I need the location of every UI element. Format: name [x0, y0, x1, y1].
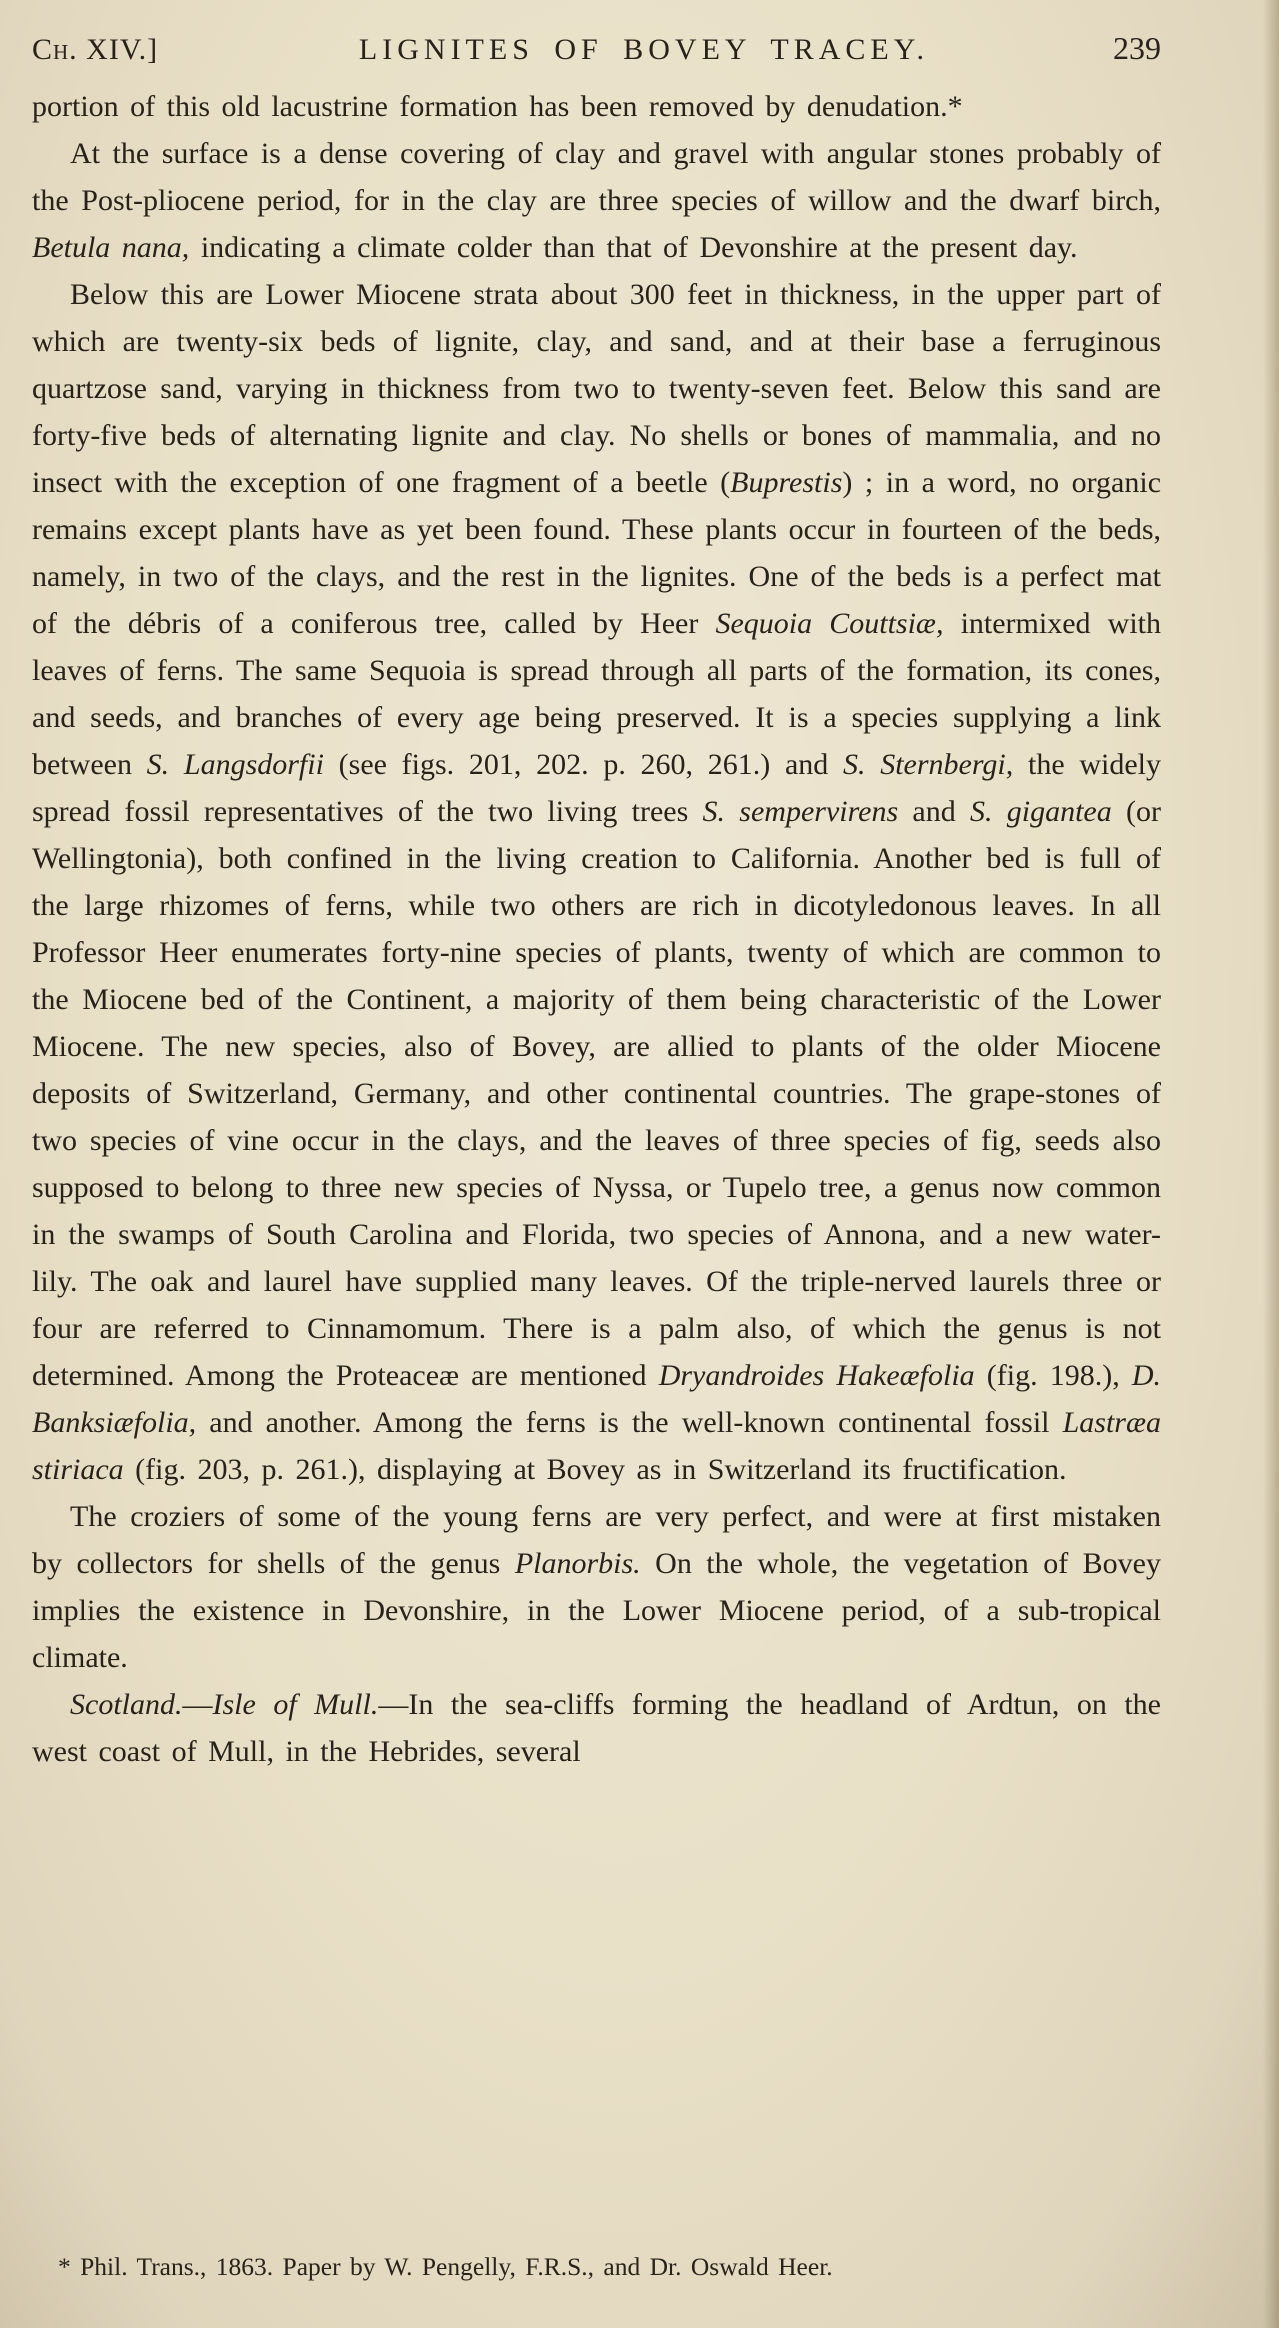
italic-text-run: S. Sternbergi, [843, 748, 1014, 781]
footnote-text: * Phil. Trans., 1863. Paper by W. Pengelly, F.R.S., and Dr. Oswald Heer. [58, 2252, 833, 2281]
text-run: At the surface is a dense covering of clay and gravel with angular stones probably of the Post-pliocene period, for in the clay are three species of willow and the dwarf birch, [32, 137, 1161, 217]
italic-text-run: Isle of Mull. [212, 1688, 379, 1721]
text-run: (fig. 198.), [974, 1359, 1132, 1392]
paragraph [32, 271, 1161, 1493]
text-run: the widely spread fossil representatives of the two living trees [32, 748, 1161, 828]
text-run: intermixed with leaves of ferns. The same Sequoia is spread through all parts of the formation, its cones, and seeds, and branches of every age being preserved. It is a species supplying a link between [32, 607, 1161, 781]
body-text [32, 83, 1161, 1775]
paragraph [32, 1681, 1161, 1775]
text-run: (or Wellingtonia), both confined in the living creation to California. Another bed is full of the large rhizomes of ferns, while two others are rich in dicotyledonous leaves. In all Professor Heer enumerates forty-nine species of plants, twenty of which are common to the Miocene bed of the Continent, a majority of them being characteristic of the Lower Miocene. The new species, also of Bovey, are allied to plants of the older Miocene deposits of Switzerland, Germany, and other continental countries. The grape-stones of two species of vine occur in the clays, and the leaves of three species of fig, seeds also supposed to belong to three new species of Nyssa, or Tupelo tree, a genus now common in the swamps of South Carolina and Florida, two species of Annona, and a new water-lily. The oak and laurel have supplied many leaves. Of the triple-nerved laurels three or four are referred to Cinnamomum. There is a palm also, of which the genus is not determined. Among the Proteaceæ are mentioned [32, 795, 1161, 1392]
italic-text-run: Lastræa stiriaca [32, 1406, 1161, 1486]
text-run: —In the sea-cliffs forming the headland of Ardtun, on the west coast of Mull, in the Hebrides, several [32, 1688, 1161, 1768]
text-run: ) ; in a word, no organic remains except plants have as yet been found. These plants occur in fourteen of the beds, namely, in two of the clays, and the rest in the lignites. One of the beds is a perfect mat of the débris of a coniferous tree, called by Heer [32, 466, 1162, 640]
text-run: On the whole, the vegetation of Bovey implies the existence in Devonshire, in the Lower Miocene period, of a sub-tropical climate. [32, 1547, 1161, 1674]
text-run: (fig. 203, p. 261.), displaying at Bovey as in Switzerland its fructification. [123, 1453, 1067, 1486]
italic-text-run: Buprestis [730, 466, 843, 499]
italic-text-run: Betula nana, [32, 231, 190, 264]
italic-text-run: Planorbis. [514, 1547, 641, 1580]
italic-text-run: Sequoia Couttsiæ, [715, 607, 944, 640]
text-run: portion of this old lacustrine formation has been removed by denudation.* [32, 90, 963, 123]
footnote [58, 2250, 1154, 2284]
italic-text-run: Scotland. [70, 1688, 183, 1721]
paragraph [32, 1493, 1161, 1681]
italic-text-run: S. sempervirens [702, 795, 899, 828]
text-run: indicating a climate colder than that of Devonshire at the present day. [189, 231, 1078, 264]
text-run: The croziers of some of the young ferns are very perfect, and were at first mistaken by collectors for shells of the genus [32, 1500, 1161, 1580]
italic-text-run: D. Banksiæfolia, [32, 1359, 1162, 1439]
text-run: Below this are Lower Miocene strata about 300 feet in thickness, in the upper part of which are twenty-six beds of lignite, clay, and sand, and at their base a ferruginous quartzose sand, varying in thickness from two to twenty-seven feet. Below this sand are forty-five beds of alternating lignite and clay. No shells or bones of mammalia, and no insect with the exception of one fragment of a beetle ( [32, 278, 1161, 499]
text-run: and [898, 795, 970, 828]
paragraph [32, 83, 1161, 130]
chapter-label: Ch. XIV.] [32, 33, 159, 66]
paragraph [32, 130, 1161, 271]
italic-text-run: S. gigantea [969, 795, 1112, 828]
text-run: — [182, 1688, 213, 1721]
italic-text-run: S. Langsdorfii [146, 748, 324, 781]
page-header [32, 30, 1161, 67]
page-number: 239 [1113, 30, 1161, 66]
running-title: LIGNITES OF BOVEY TRACEY. [358, 33, 930, 66]
text-run: (see figs. 201, 202. p. 260, 261.) and [323, 748, 843, 781]
italic-text-run: Dryandroides Hakeæfolia [658, 1359, 975, 1392]
text-run: and another. Among the ferns is the well-known continental fossil [196, 1406, 1063, 1439]
